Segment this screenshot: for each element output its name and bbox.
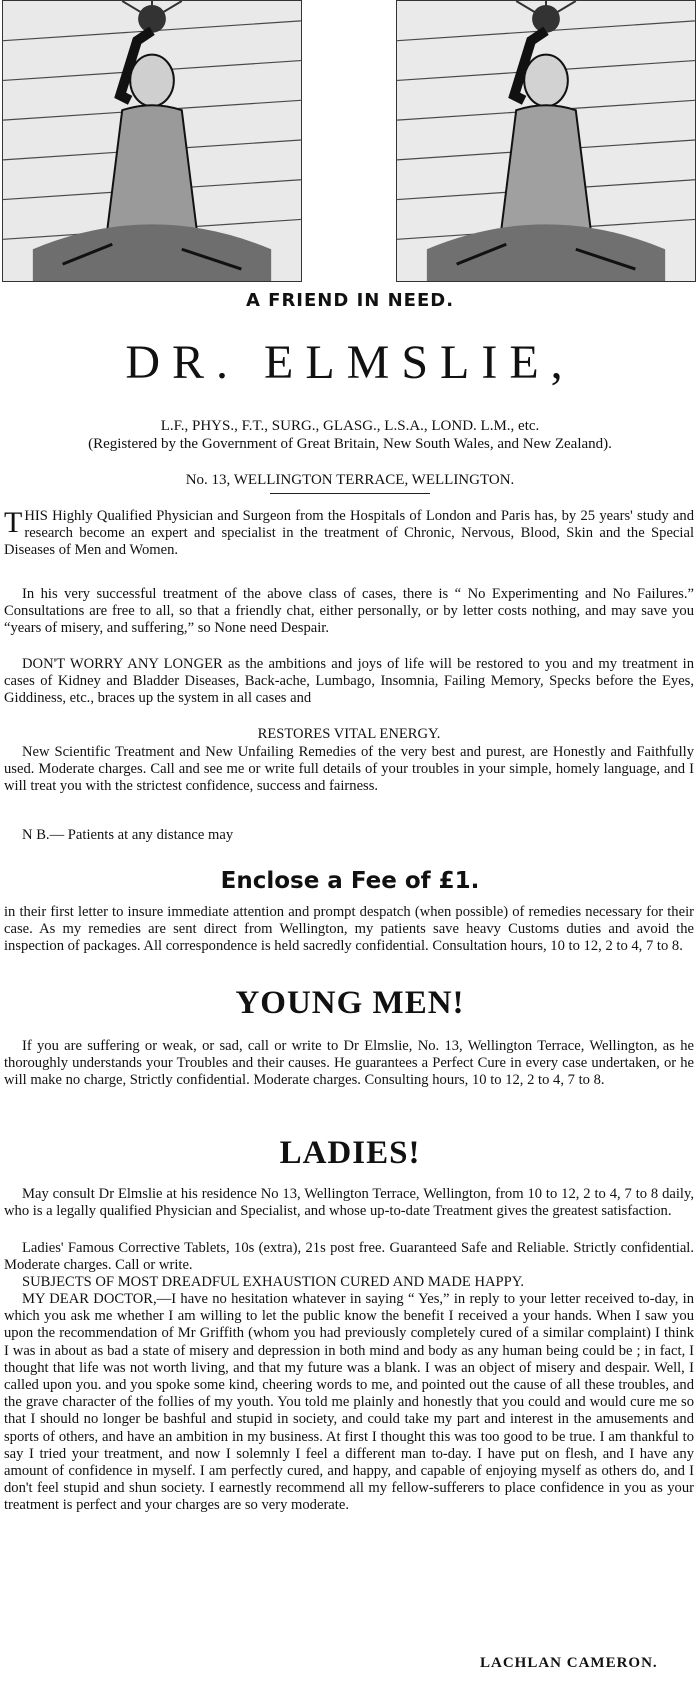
tagline: A FRIEND IN NEED. [245, 290, 455, 311]
fee-heading: Enclose a Fee of £1. [220, 868, 480, 894]
paragraph-treatment: New Scientific Treatment and New Unfailing Remedies of the very best and purest, are Honestly and Faithfully used. Moderate charges. Call and see me or write full details of your troubles in your simple, homely language, and I will treat you with the strictest confidence, success and fairness. [4, 744, 694, 795]
intro-paragraph [4, 508, 694, 560]
credentials: L.F., PHYS., F.T., SURG., GLASG., L.S.A., LOND. L.M., etc. [160, 418, 540, 434]
signature: LACHLAN CAMERON. [480, 1655, 658, 1671]
drop-cap: T [4, 506, 23, 539]
restores-vital-energy: RESTORES VITAL ENERGY. [257, 726, 441, 742]
paragraph-fee: in their first letter to insure immediate attention and prompt despatch (when possible) of remedies necessary for their case. As my remedies are sent direct from Wellington, my patients save heavy Customs duties and avoid the inspection of packages. All correspondence is held sacredly confidential. Consultation hours, 10 to 12, 2 to 4, 7 to 8. [4, 904, 694, 955]
registration: (Registered by the Government of Great Britain, New South Wales, and New Zealand). [88, 436, 612, 452]
subjects-heading: SUBJECTS OF MOST DREADFUL EXHAUSTION CURED AND MADE HAPPY. [22, 1274, 525, 1290]
engraving-image-left [3, 1, 301, 281]
paragraph-young-men: If you are suffering or weak, or sad, call or write to Dr Elmslie, No. 13, Wellington Terrace, Wellington, as he thoroughly understands your Troubles and their causes. He guarantees a Perfect Cure in every case undertaken, or he will make no charge, Strictly confidential. Moderate charges. Consulting hours, 10 to 12, 2 to 4, 7 to 8. [4, 1038, 694, 1089]
divider-rule [270, 493, 430, 494]
doctor-name: DR. ELMSLIE, [125, 336, 575, 389]
young-men-heading: YOUNG MEN! [235, 985, 465, 1021]
woman-with-lamp-illustration-left [2, 0, 302, 282]
nb-note: N B.— Patients at any distance may [22, 827, 234, 843]
paragraph-dont-worry: DON'T WORRY ANY LONGER as the ambitions and joys of life will be restored to you and my treatment in cases of Kidney and Bladder Diseases, Back-ache, Lumbago, Insomnia, Failing Memory, Specks before the Eyes, Giddiness, etc., braces up the system in all cases and [4, 656, 694, 707]
paragraph-tablets: Ladies' Famous Corrective Tablets, 10s (extra), 21s post free. Guaranteed Safe and Reliable. Strictly confidential. Moderate charges. Call or write. [4, 1240, 694, 1274]
paragraph-ladies: May consult Dr Elmslie at his residence No 13, Wellington Terrace, Wellington, from 10 to 12, 2 to 4, 7 to 8 daily, who is a legally qualified Physician and Specialist, and whose up-to-date Treatment gives the greatest satisfaction. [4, 1186, 694, 1220]
ladies-heading: LADIES! [279, 1135, 421, 1171]
paragraph-consultations: In his very successful treatment of the above class of cases, there is “ No Experimenting and No Failures.” Consultations are free to all, so that a friendly chat, either personally, or by letter costs nothing, and may save you “years of misery, and suffering,” so None need Despair. [4, 586, 694, 637]
address: No. 13, WELLINGTON TERRACE, WELLINGTON. [185, 472, 515, 488]
woman-with-lamp-illustration-right [396, 0, 696, 282]
testimonial-letter: MY DEAR DOCTOR,—I have no hesitation whatever in saying “ Yes,” in reply to your letter received to-day, in which you ask me whether I am willing to let the public know the benefit I received a your hands. When I saw you upon the recommendation of Mr Griffith (whom you had previously completely cured of a similar complaint) I think I was in about as bad a state of misery and depression in both mind and body as any human being could be ; in fact, I thought that life was not worth living, and that my future was a blank. I was an object of misery and despair. Well, I called upon you. and you spoke some kind, cheering words to me, and pointed out the cause of all these troubles, and the grave character of the follies of my youth. You told me plainly and honestly that you could and would cure me so that I should no longer be bashful and stupid in society, and could take my part and interest in the amusements and sports of others, and have an ambition in my business. At first I thought this was too good to be true. I am thankful to say I tried your treatment, and now I solemnly I feel a different man to-day. I have put on flesh, and I have any amount of confidence in myself. I am perfectly cured, and happy, and capable of enjoying myself as others do, and I don't feel stupid and shun society. I earnestly recommend all my fellow-sufferers to place confidence in you as your treatment is perfect and your charges are so very moderate. [4, 1291, 694, 1514]
engraving-image-right [397, 1, 695, 281]
intro-text: HIS Highly Qualified Physician and Surgeon from the Hospitals of London and Paris has, by 25 years' study and research become an expert and specialist in the treatment of Chronic, Nervous, Blood, Skin and the Special Diseases of Men and Women. [4, 508, 694, 559]
